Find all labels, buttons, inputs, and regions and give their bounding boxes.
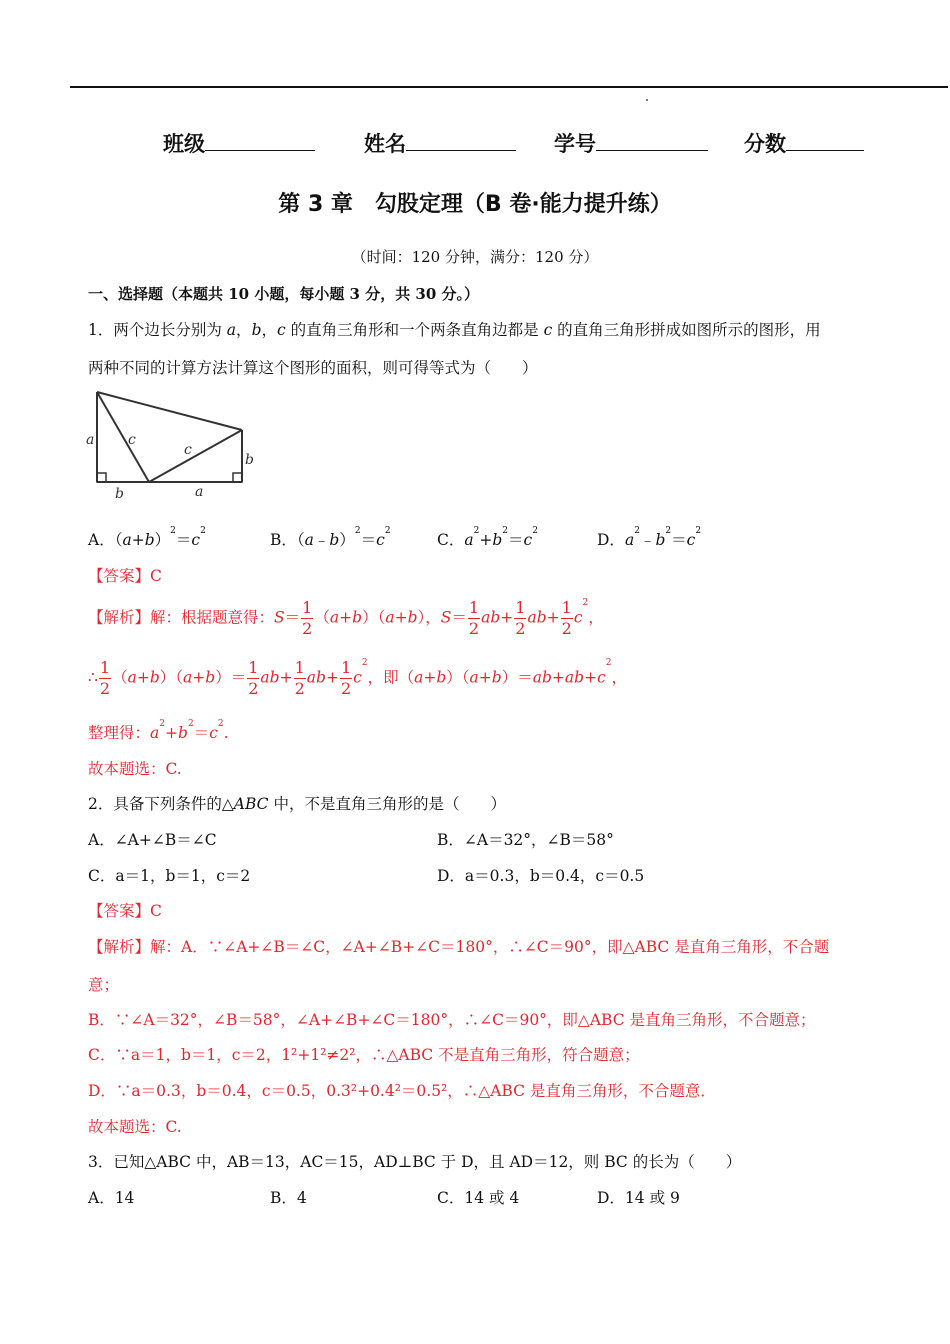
q2-analysis-a-cont: 意； [88,976,120,994]
score-blank[interactable] [786,132,864,151]
fig-label-b-right: b [245,452,254,468]
score-field [744,128,864,158]
q3-option-a[interactable]: A．14 [88,1189,135,1207]
fig-label-c1: c [128,432,136,448]
class-label: 班级 [163,132,205,156]
q3-option-b[interactable]: B．4 [270,1189,307,1207]
header-rule [70,86,948,88]
q1-stem-line2: 两种不同的计算方法计算这个图形的面积，则可得等式为（ ） [88,359,538,377]
q1-option-b[interactable]: B．$(a﹣b)^2=c^2$ [270,526,391,549]
fig-label-b-bottom: b [115,486,124,500]
q2-stem: 2．具备下列条件的△ABC 中，不是直角三角形的是（ ） [88,795,506,813]
q1-option-c[interactable]: C．$a^2+b^2=c^2$ [437,526,538,549]
id-label: 学号 [554,132,596,156]
section-heading: 一、选择题（本题共 10 小题，每小题 3 分，共 30 分。） [88,285,480,303]
q1-stem-line1: 1．两个边长分别为 a，b，c 的直角三角形和一个两条直角边都是 c 的直角三角形拼成如图所示的图形，用 [88,321,821,339]
page-subtitle: （时间：120 分钟，满分：120 分） [351,248,599,266]
q2-option-c[interactable]: C．a＝1，b＝1，c＝2 [88,867,251,885]
q2-conclusion: 故本题选：C. [88,1118,182,1136]
name-blank[interactable] [406,132,516,151]
q1-analysis-line2: ∴ $\frac{1}{2}$ （a+b）（a+b）＝ $\frac{1}{2}$ ab+ $\frac{1}{2}$ ab+ $\frac{1}{2}$ $c^2$，即$(a+b)(a+b)=ab+ab+c^2$， [88,658,628,698]
name-field [364,128,516,158]
q2-analysis-d: D．∵a＝0.3，b＝0.4，c＝0.5，0.3²+0.4²＝0.5²，∴△ABC 是直角三角形，不合题意． [88,1082,716,1100]
name-label: 姓名 [364,132,406,156]
q3-stem: 3．已知△ABC 中，AB＝13，AC＝15，AD⊥BC 于 D，且 AD＝12，则 BC 的长为（ ） [88,1153,742,1171]
q1-option-d[interactable]: D．$a^2﹣b^2=c^2$ [597,526,702,549]
q3-option-c[interactable]: C．14 或 4 [437,1189,520,1207]
fig-label-c2: c [184,442,192,458]
class-blank[interactable] [205,132,315,151]
q1-figure [86,388,258,500]
score-label: 分数 [744,132,786,156]
q1-analysis-line1: 【解析】解：根据题意得：S＝ $\frac{1}{2}$ （a+b）（a+b），S＝ $\frac{1}{2}$ ab+ $\frac{1}{2}$ ab+ $\frac{1}{2}$ $c^2$， [88,598,604,638]
q2-analysis-b: B．∵∠A＝32°，∠B＝58°，∠A+∠B+∠C＝180°，∴∠C＝90°，即△ABC 是直角三角形，不合题意； [88,1011,816,1029]
q1-option-a[interactable]: A．$(a+b)^2=c^2$ [88,526,206,549]
q2-answer: 【答案】C [88,902,162,920]
q2-option-a[interactable]: A．∠A+∠B＝∠C [88,831,217,849]
page-title: 第 3 章 勾股定理（B 卷·能力提升练） [278,192,672,217]
q2-analysis-c: C．∵a＝1，b＝1，c＝2，1²+1²≠2²，∴△ABC 不是直角三角形，符合题意； [88,1046,640,1064]
decorative-dot [646,99,648,101]
q2-analysis-a: 【解析】解：A．∵∠A+∠B＝∠C，∠A+∠B+∠C＝180°，∴∠C＝90°，即△ABC 是直角三角形，不合题 [88,938,830,956]
q2-option-d[interactable]: D．a＝0.3，b＝0.4，c＝0.5 [437,867,645,885]
fig-label-a-bottom: a [195,484,204,500]
id-field [554,128,708,158]
q1-conclusion: 故本题选：C. [88,760,182,778]
class-field [163,128,315,158]
q1-organize: 整理得：$a^2+b^2=c^2$. [88,719,229,742]
q3-option-d[interactable]: D．14 或 9 [597,1189,680,1207]
q1-answer: 【答案】C [88,567,162,585]
q2-option-b[interactable]: B．∠A＝32°，∠B＝58° [437,831,614,849]
id-blank[interactable] [596,132,708,151]
fig-label-a-left: a [86,432,95,448]
